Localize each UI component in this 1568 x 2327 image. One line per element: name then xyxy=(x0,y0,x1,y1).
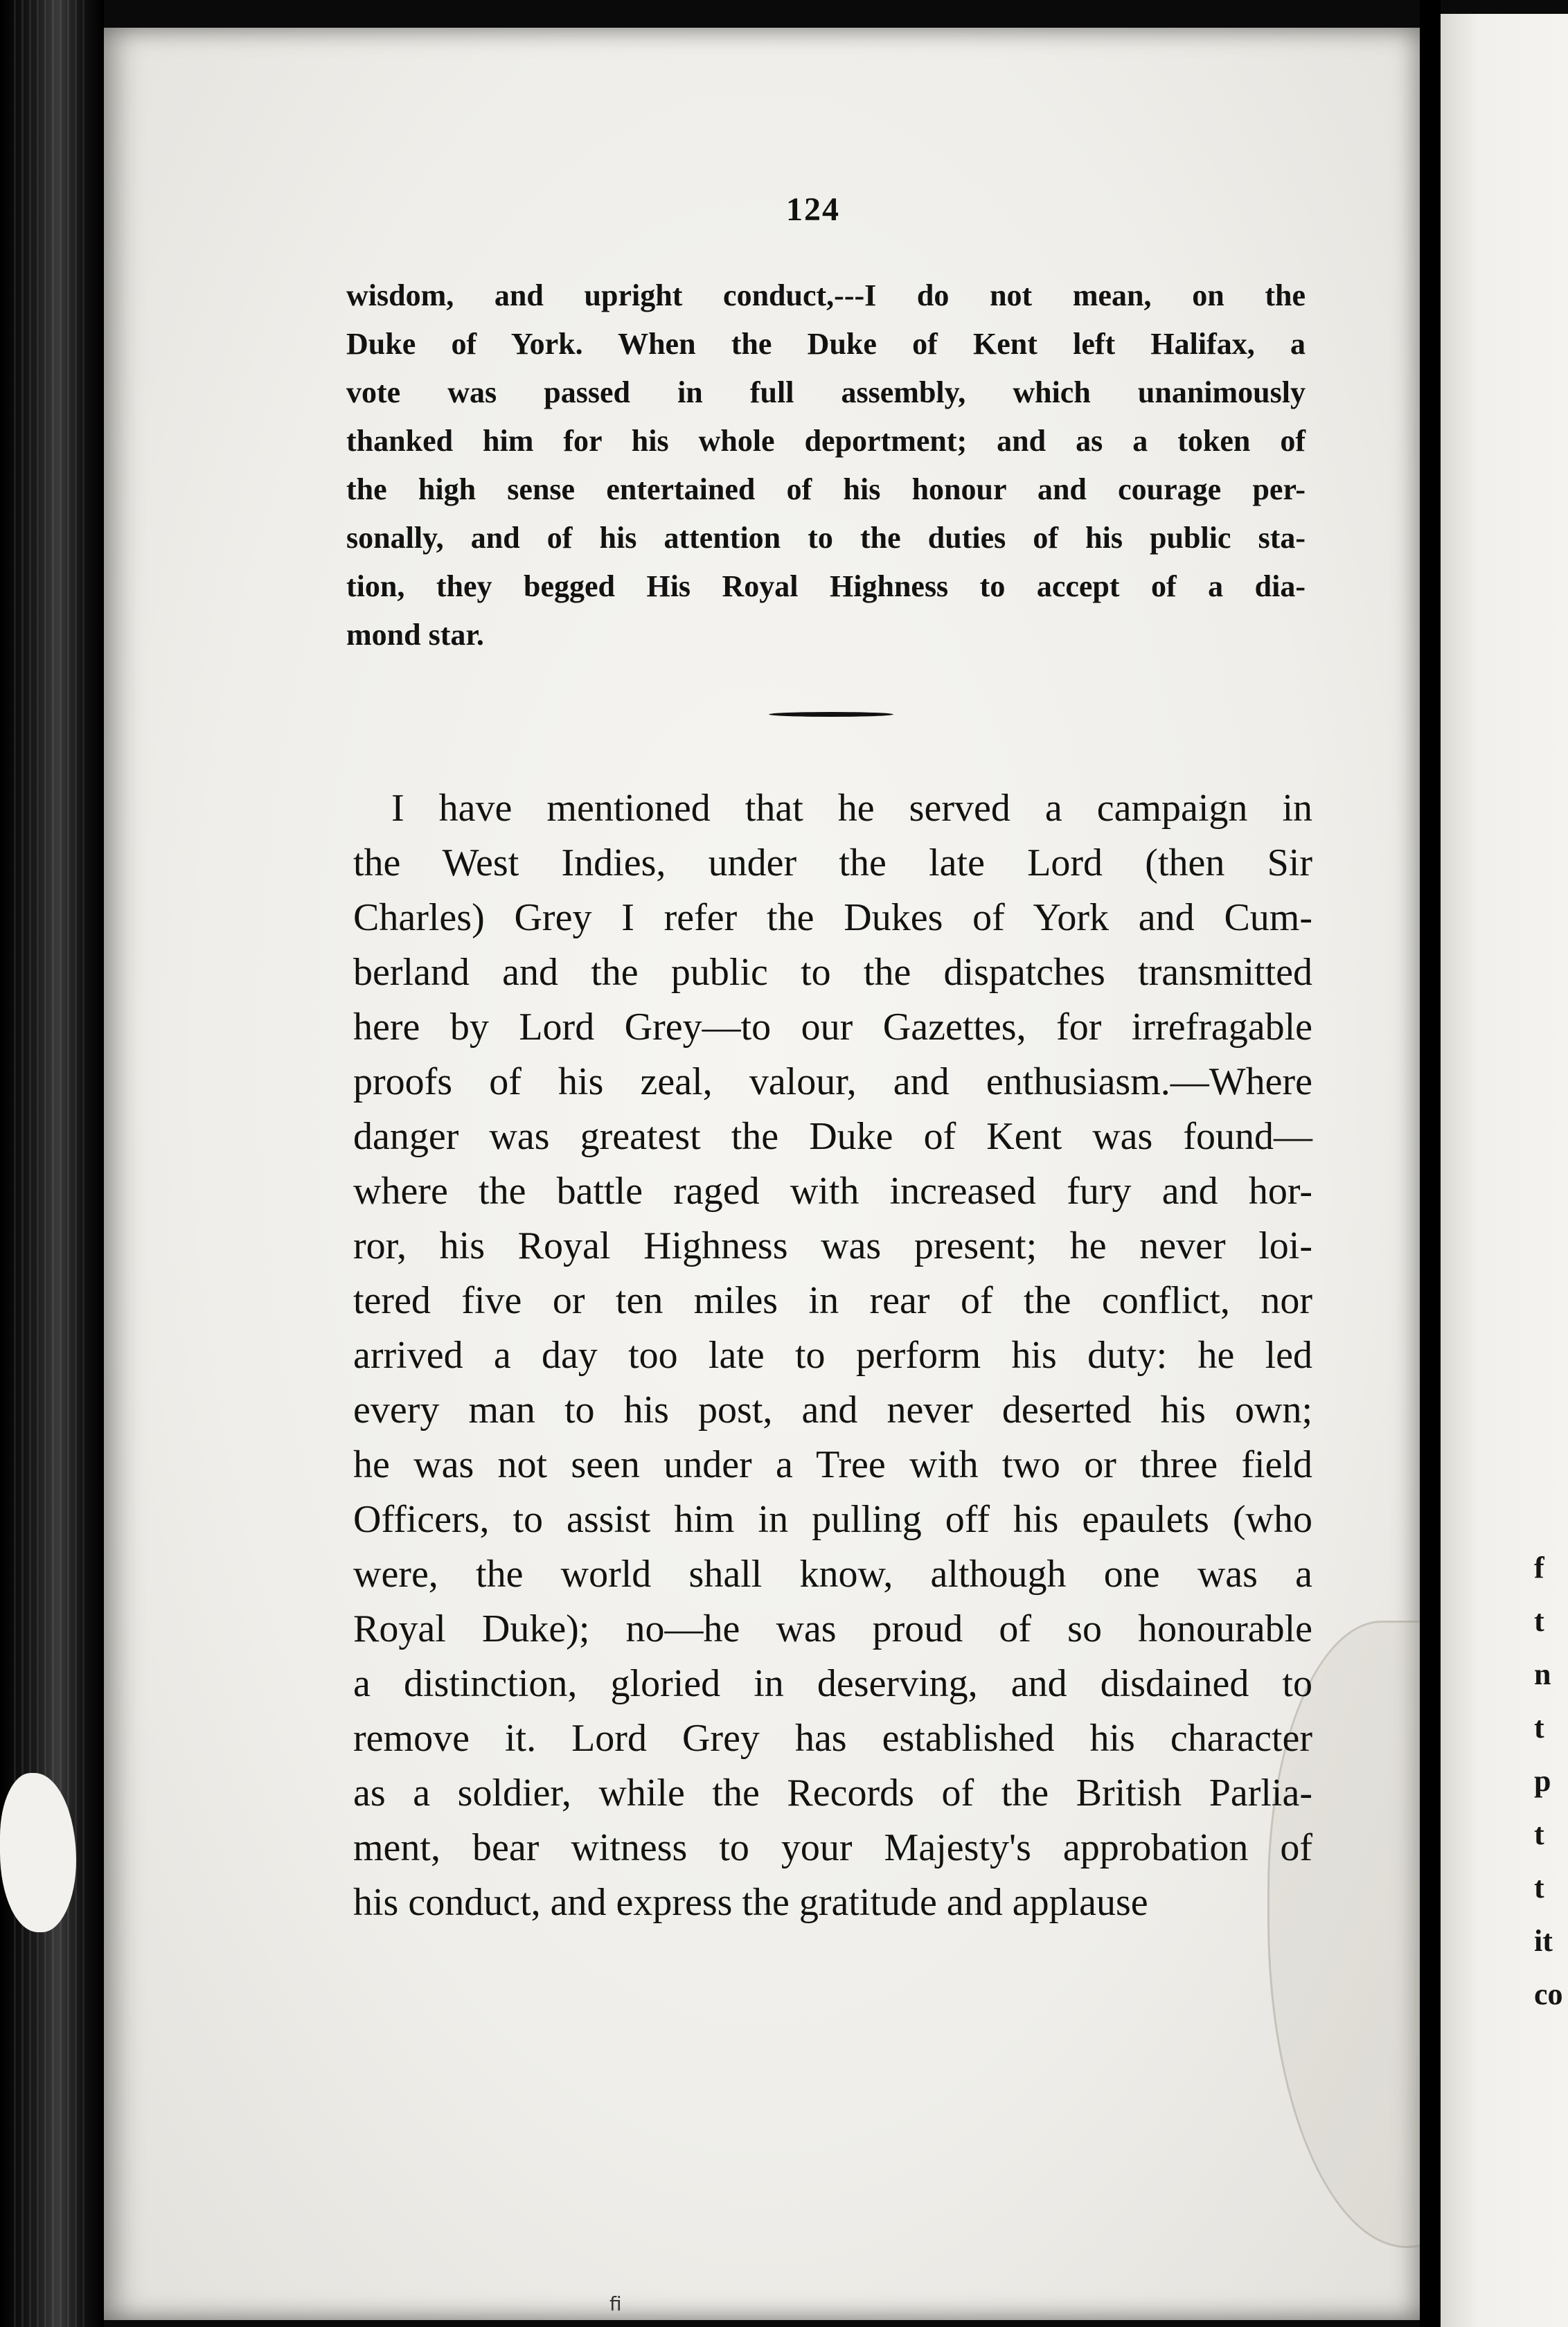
fragment: t xyxy=(1534,1604,1544,1638)
page-gutter xyxy=(1420,0,1441,2327)
line-text: the high sense entertained of his honour and courage per- xyxy=(346,472,1306,506)
paragraph-2-line: were, the world shall know, although one was a xyxy=(353,1553,1312,1596)
paragraph-2-line: I have mentioned that he served a campaign in xyxy=(391,787,1312,830)
fragment: n xyxy=(1534,1657,1551,1691)
paragraph-2-line: as a soldier, while the Records of the British Parlia- xyxy=(353,1772,1312,1815)
page-number: 124 xyxy=(786,191,840,228)
paragraph-1-line xyxy=(346,465,1306,514)
paragraph-2-line: the West Indies, under the late Lord (then Sir xyxy=(353,841,1312,884)
paragraph-1-line xyxy=(346,368,1306,417)
paragraph-2-line: where the battle raged with increased fury and hor- xyxy=(353,1170,1312,1213)
paragraph-1-line xyxy=(346,271,1306,320)
fragment: p xyxy=(1534,1764,1551,1798)
paragraph-2-line: arrived a day too late to perform his duty: he led xyxy=(353,1334,1312,1377)
binding-stripes xyxy=(14,0,90,2327)
line-text: tion, they begged His Royal Highness to accept of a dia- xyxy=(346,569,1306,603)
fragment: f xyxy=(1534,1551,1544,1585)
paragraph-1-line xyxy=(346,320,1306,368)
paragraph-2-line: a distinction, gloried in deserving, and disdained to xyxy=(353,1662,1312,1705)
paragraph-1 xyxy=(346,271,1306,659)
adjacent-page-text-fragments xyxy=(1534,1541,1563,2021)
paragraph-1-line xyxy=(346,562,1306,611)
paragraph-2-line: his conduct, and express the gratitude and applause xyxy=(353,1881,1148,1924)
paragraph-1-line xyxy=(346,611,1306,659)
line-text: wisdom, and upright conduct,---I do not mean, on the xyxy=(346,278,1306,312)
paragraph-2-line: here by Lord Grey—to our Gazettes, for irrefragable xyxy=(353,1006,1312,1049)
paragraph-2 xyxy=(353,781,1312,1930)
paragraph-2-line: every man to his post, and never deserted his own; xyxy=(353,1389,1312,1432)
line-text: vote was passed in full assembly, which unanimously xyxy=(346,375,1306,409)
paragraph-2-line: danger was greatest the Duke of Kent was found— xyxy=(353,1115,1312,1158)
line-text: sonally, and of his attention to the duties of his public sta- xyxy=(346,521,1306,555)
fragment: t xyxy=(1534,1711,1544,1745)
paragraph-1-line xyxy=(346,514,1306,562)
section-divider-rule xyxy=(769,712,893,717)
fragment: co xyxy=(1534,1977,1563,2011)
paragraph-2-line: he was not seen under a Tree with two or three field xyxy=(353,1443,1312,1486)
bottom-mark: ﬁ xyxy=(609,2292,622,2315)
paragraph-2-line: ror, his Royal Highness was present; he never loi- xyxy=(353,1224,1312,1267)
fragment: t xyxy=(1534,1817,1544,1851)
paragraph-2-line: Royal Duke); no—he was proud of so honourable xyxy=(353,1607,1312,1650)
line-text: thanked him for his whole deportment; and as a token of xyxy=(346,424,1306,458)
paragraph-1-line xyxy=(346,417,1306,465)
paragraph-2-line: proofs of his zeal, valour, and enthusiasm.—Where xyxy=(353,1060,1312,1103)
paragraph-2-line: ment, bear witness to your Majesty's approbation of xyxy=(353,1826,1312,1869)
paragraph-2-line: Charles) Grey I refer the Dukes of York and Cum- xyxy=(353,896,1312,939)
paragraph-2-line: Officers, to assist him in pulling off his epaulets (who xyxy=(353,1498,1312,1541)
fragment: it xyxy=(1534,1924,1553,1958)
paragraph-2-line: tered five or ten miles in rear of the conflict, nor xyxy=(353,1279,1312,1322)
line-text: Duke of York. When the Duke of Kent left Halifax, a xyxy=(346,327,1306,361)
paragraph-2-line: remove it. Lord Grey has established his character xyxy=(353,1717,1312,1760)
line-text: mond star. xyxy=(346,618,484,652)
fragment: t xyxy=(1534,1871,1544,1905)
book-binding-edge xyxy=(0,0,104,2327)
paragraph-2-line: berland and the public to the dispatches transmitted xyxy=(353,951,1312,994)
